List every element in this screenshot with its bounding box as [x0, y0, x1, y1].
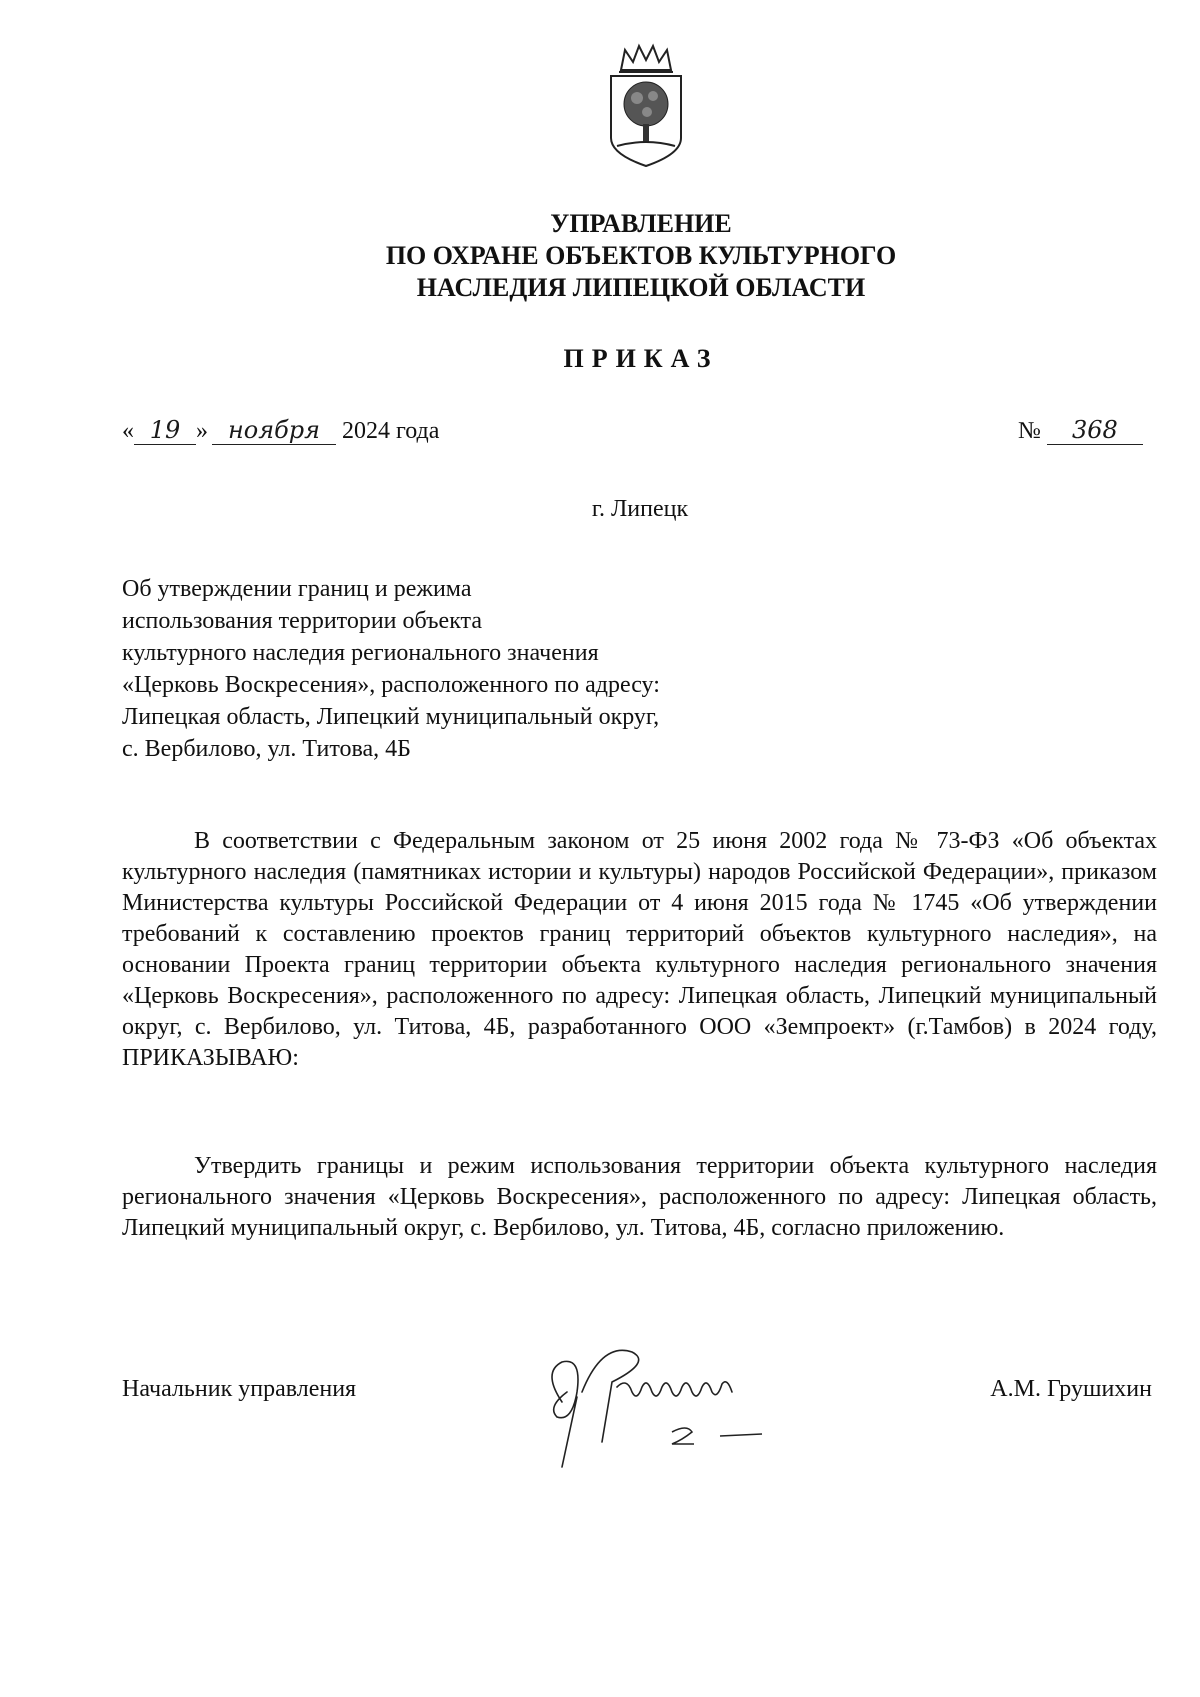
resolution-paragraph: Утвердить границы и режим использования территории объекта культурного наследия регионального значения «Церковь Воскресения», расположенного по адресу: Липецкая область, Липецкий муниципальный округ, с. Вербилово, ул. Титова, 4Б, согласно приложению.	[122, 1153, 1157, 1241]
number-sign: №	[1018, 418, 1041, 444]
handwritten-day: 19	[134, 416, 196, 445]
org-line-1: УПРАВЛЕНИЕ	[550, 209, 732, 238]
coat-of-arms-icon	[605, 42, 687, 172]
handwritten-number: 368	[1047, 416, 1143, 445]
handwritten-month: ноября	[212, 416, 336, 445]
order-number	[1018, 416, 1143, 445]
subject-line: «Церковь Воскресения», расположенного по адресу:	[122, 672, 660, 698]
signer-name: А.М. Грушихин	[990, 1376, 1152, 1402]
quote-close: »	[196, 418, 208, 444]
signer-position: Начальник управления	[122, 1376, 357, 1402]
order-year: 2024 года	[342, 418, 440, 444]
organization-name	[0, 208, 1200, 304]
subject-line: Об утверждении границ и режима	[122, 576, 472, 602]
document-type-title: ПРИКАЗ	[563, 344, 719, 373]
handwritten-signature	[522, 1322, 822, 1472]
quote-open: «	[122, 418, 134, 444]
order-subject	[122, 573, 822, 765]
preamble-paragraph: В соответствии с Федеральным законом от 25 июня 2002 года № 73-ФЗ «Об объектах культурного наследия (памятниках истории и культуры) народов Российской Федерации», приказом Министерства культуры Российской Федерации от 4 июня 2015 года № 1745 «Об утверждении требований к составлению проектов границ территорий объектов культурного наследия», на основании Проекта границ территории объекта культурного наследия регионального значения «Церковь Воскресения», расположенного по адресу: Липецкая область, Липецкий муниципальный округ, с. Вербилово, ул. Титова, 4Б, разработанного ООО «Земпроект» (г.Тамбов) в 2024 году, ПРИКАЗЫВАЮ:	[122, 828, 1157, 1071]
org-line-2: ПО ОХРАНЕ ОБЪЕКТОВ КУЛЬТУРНОГО	[385, 241, 897, 270]
subject-line: Липецкая область, Липецкий муниципальный округ,	[122, 704, 660, 730]
subject-line: культурного наследия регионального значения	[122, 640, 599, 666]
order-date	[122, 416, 439, 445]
org-line-3: НАСЛЕДИЯ ЛИПЕЦКОЙ ОБЛАСТИ	[416, 273, 866, 302]
subject-line: с. Вербилово, ул. Титова, 4Б	[122, 736, 411, 762]
city: г. Липецк	[591, 496, 689, 522]
subject-line: использования территории объекта	[122, 608, 482, 634]
